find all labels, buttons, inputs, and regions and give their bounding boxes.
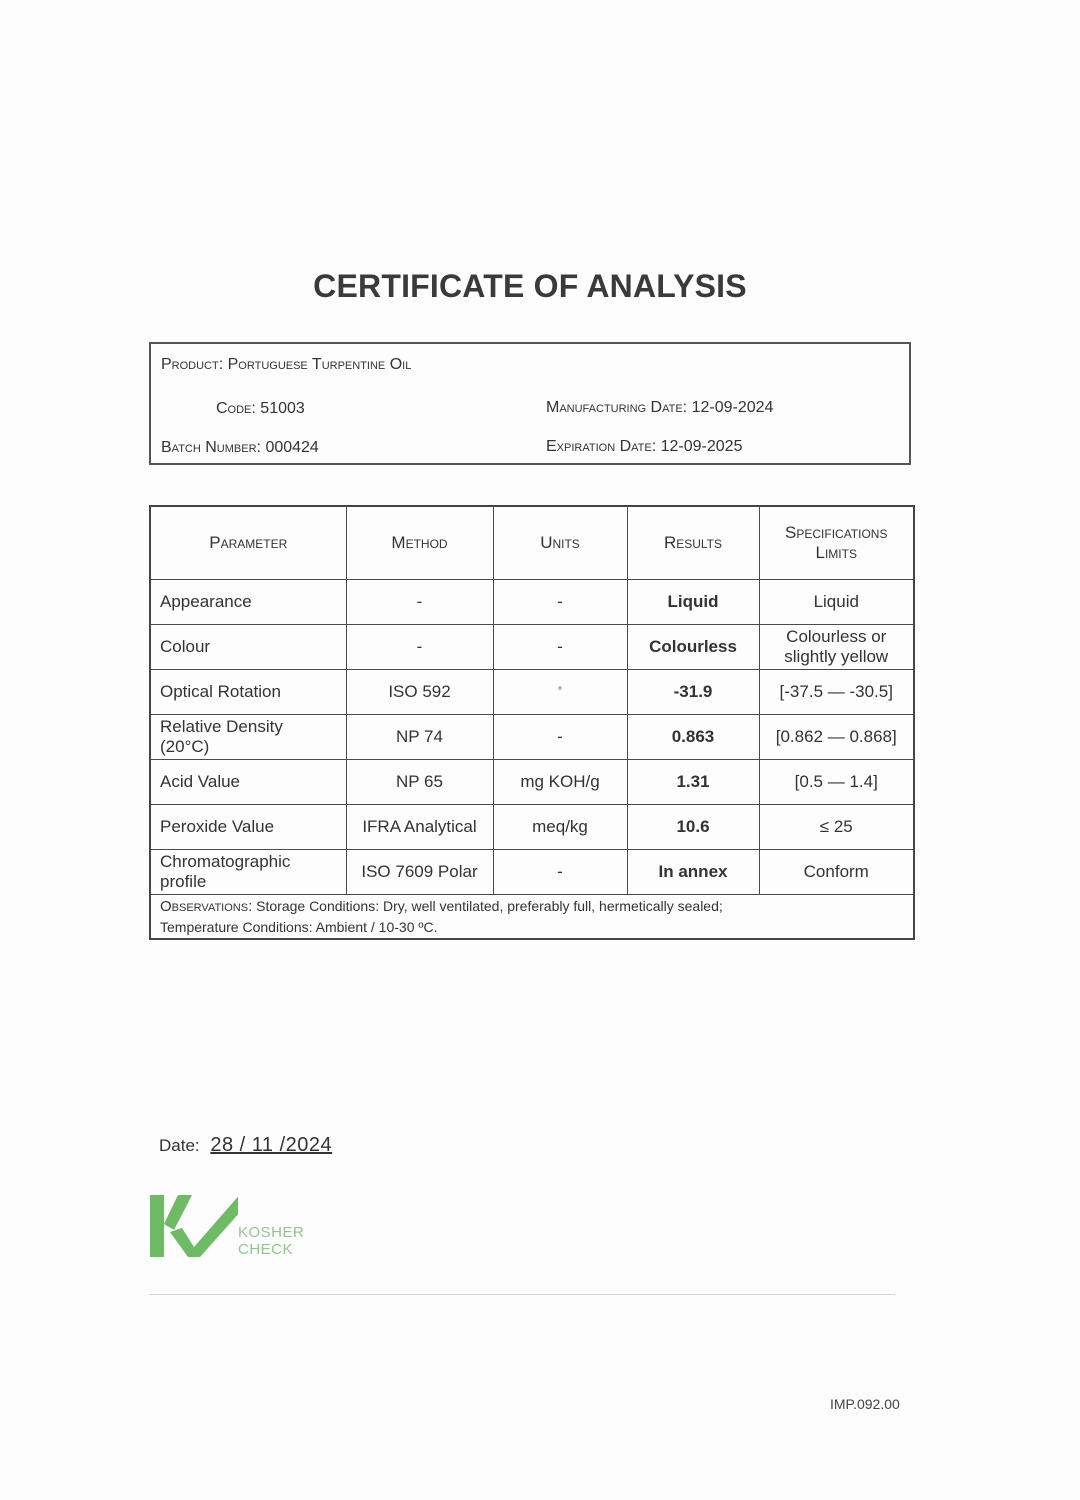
cell-spec: [-37.5 — -30.5] (759, 669, 914, 714)
code-field (216, 400, 305, 418)
cell-parameter: Colour (150, 624, 346, 669)
cell-units: - (493, 579, 627, 624)
header-specifications: Specifications Limits (759, 506, 914, 579)
kosher-check-logo (148, 1192, 328, 1287)
cell-spec: Liquid (759, 579, 914, 624)
table-header-row (150, 506, 914, 579)
analysis-table (149, 505, 915, 940)
table-row (150, 759, 914, 804)
table-row (150, 804, 914, 849)
table-row (150, 579, 914, 624)
manufacturing-date-value: 12-09-2024 (691, 399, 774, 416)
observations-line-2: Temperature Conditions: Ambient / 10-30 ºC. (160, 918, 438, 935)
product-info-box (149, 342, 911, 465)
batch-number-value: 000424 (265, 439, 319, 456)
table-row (150, 669, 914, 714)
expiration-date-value: 12-09-2025 (660, 438, 743, 455)
product-value: Portuguese Turpentine Oil (227, 356, 412, 373)
cell-spec: Colourless or slightly yellow (759, 624, 914, 669)
cell-result: 0.863 (627, 714, 759, 759)
date-value: 28 / 11 /2024 (210, 1134, 333, 1156)
cell-parameter: Optical Rotation (150, 669, 346, 714)
table-row (150, 849, 914, 894)
cell-units: - (493, 849, 627, 894)
expiration-date-field (546, 438, 742, 456)
cell-spec: Conform (759, 849, 914, 894)
cell-units: ° (493, 669, 627, 714)
table-row (150, 624, 914, 669)
cell-units: meq/kg (493, 804, 627, 849)
header-method: Method (346, 506, 493, 579)
cell-spec: [0.5 — 1.4] (759, 759, 914, 804)
product-field (161, 356, 411, 374)
signature-date (159, 1134, 332, 1157)
cell-result: Liquid (627, 579, 759, 624)
batch-number-label: Batch Number: (161, 439, 261, 456)
code-label: Code: (216, 400, 256, 417)
expiration-date-label: Expiration Date: (546, 438, 657, 455)
cell-result: -31.9 (627, 669, 759, 714)
manufacturing-date-label: Manufacturing Date: (546, 399, 688, 416)
cell-result: 10.6 (627, 804, 759, 849)
logo-text (238, 1224, 304, 1258)
cell-units: - (493, 624, 627, 669)
cell-parameter: Peroxide Value (150, 804, 346, 849)
cell-spec: ≤ 25 (759, 804, 914, 849)
cell-method: ISO 592 (346, 669, 493, 714)
cell-parameter: Chromatographic profile (150, 849, 346, 894)
cell-parameter: Appearance (150, 579, 346, 624)
observations-line-1: Storage Conditions: Dry, well ventilated, preferably full, hermetically sealed; (256, 897, 723, 914)
date-label: Date: (159, 1136, 200, 1155)
kosher-check-mark-icon (148, 1192, 238, 1262)
footer-divider (149, 1294, 895, 1295)
code-value: 51003 (260, 400, 305, 417)
cell-parameter: Acid Value (150, 759, 346, 804)
observations-row (150, 894, 914, 939)
cell-method: IFRA Analytical (346, 804, 493, 849)
observations-cell (150, 894, 914, 939)
cell-units: mg KOH/g (493, 759, 627, 804)
cell-parameter: Relative Density (20°C) (150, 714, 346, 759)
header-results: Results (627, 506, 759, 579)
header-parameter: Parameter (150, 506, 346, 579)
logo-line-1: KOSHER (238, 1224, 305, 1241)
batch-number-field (161, 439, 319, 457)
observations-label: Observations: (160, 897, 253, 915)
form-code: IMP.092.00 (830, 1396, 900, 1412)
cell-units: - (493, 714, 627, 759)
cell-spec: [0.862 — 0.868] (759, 714, 914, 759)
cell-result: In annex (627, 849, 759, 894)
cell-method: NP 74 (346, 714, 493, 759)
table-row (150, 714, 914, 759)
cell-method: - (346, 579, 493, 624)
cell-result: Colourless (627, 624, 759, 669)
manufacturing-date-field (546, 399, 773, 417)
cell-method: NP 65 (346, 759, 493, 804)
cell-method: - (346, 624, 493, 669)
cell-result: 1.31 (627, 759, 759, 804)
logo-line-2: CHECK (238, 1241, 294, 1258)
cell-method: ISO 7609 Polar (346, 849, 493, 894)
document-title: CERTIFICATE OF ANALYSIS (313, 268, 747, 304)
header-units: Units (493, 506, 627, 579)
product-label: Product: (161, 356, 224, 373)
